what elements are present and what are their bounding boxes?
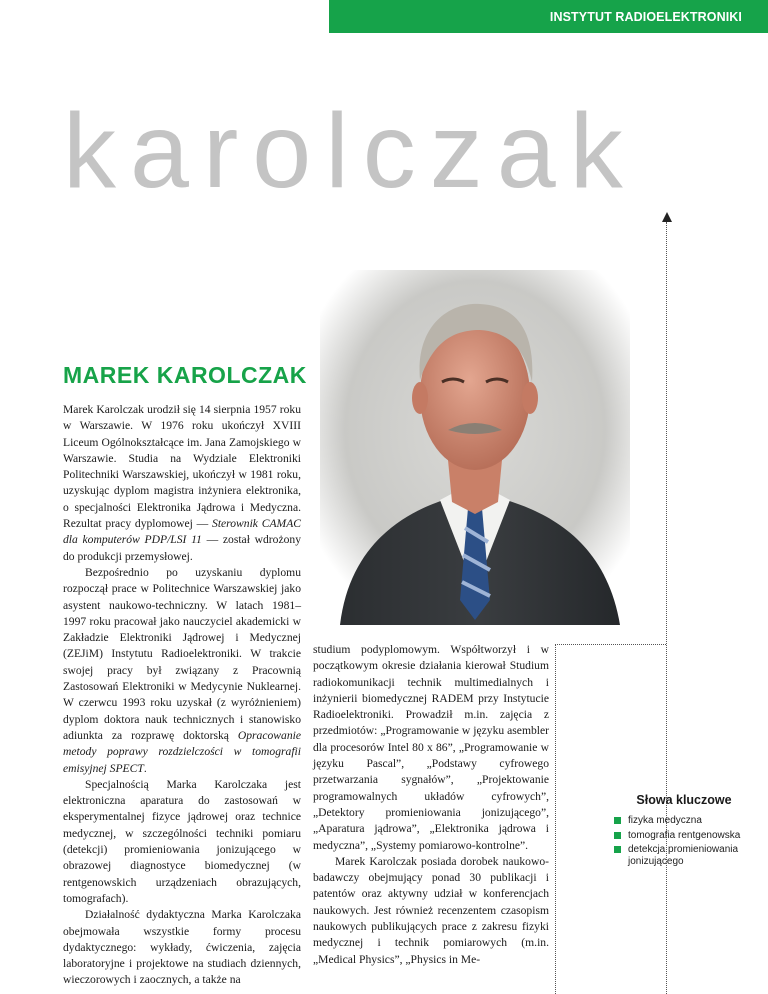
- header-bar: [329, 0, 768, 33]
- dotted-connector-vertical: [555, 644, 556, 994]
- author-name: MAREK KAROLCZAK: [63, 362, 307, 388]
- bio-column-left: [63, 402, 301, 989]
- square-bullet-icon: [614, 832, 621, 839]
- text-run: .: [143, 761, 147, 775]
- institute-name: INSTYTUT RADIOELEKTRONIKI: [549, 9, 742, 24]
- author-portrait: [320, 270, 630, 625]
- keyword-item: [614, 815, 754, 827]
- keywords-title: Słowa kluczowe: [636, 793, 732, 807]
- bio-column-middle: [313, 642, 549, 968]
- bio-paragraph: studium podyplomowym. Współtworzył i w początkowym okresie działania kierował Studium radiokomunikacji technik multimedialnych i inżynierii biomedycznej RADEM przy Instytucie Radioelektroniki. Prowadził m.in. zajęcia z przedmiotów: „Programowanie w języku asembler dla procesorów Intel 80 x 86”, „Programowanie w języku Pascal”, „Podstawy cyfrowego przetwarzania sygnałów”, „Projektowanie programowalnych układów cyfrowych”, „Detektory promieniowania jonizującego”, „Aparatura jądrowa”, „Elektronika jądrowa i medyczna”, „Systemy pomiarowo-kontrolne”.: [313, 643, 549, 852]
- text-run: — został wdrożony do produkcji przemysłowej.: [63, 533, 301, 563]
- keywords-box: [614, 793, 754, 870]
- text-run: Marek Karolczak urodził się 14 sierpnia 1957 roku w Warszawie. W 1976 roku ukończył XVIII Liceum Ogólnokształcące im. Jana Zamojskiego w Warszawie. Studia na Wydziale Elektroniki Politechniki Warszawskiej, ukończył w 1981 roku, uzyskując dyplom magistra inżyniera elektronika, o specjalności Elektronika Jądrowa i Medyczna. Rezultat pracy dyplomowej —: [63, 403, 301, 531]
- keyword-item: [614, 844, 754, 867]
- bio-paragraph: [63, 565, 301, 777]
- keywords-list: [614, 815, 754, 867]
- thesis-title: Sterownik CAMAC dla komputerów PDP/LSI 11: [63, 517, 302, 547]
- keyword-label: tomografia rentgenowska: [628, 829, 741, 841]
- bio-paragraph: Marek Karolczak posiada dorobek naukowo-badawczy obejmujący ponad 30 publikacji i patentów oraz aktywny udział w konferencjach naukowych. Jest również recenzentem czasopism naukowych publikujących prace z zakresu fizyki medycznej i technik pomiarowych (m.in. „Medical Physics”, „Physics in Me-: [313, 854, 549, 966]
- keyword-item: [614, 830, 754, 842]
- square-bullet-icon: [614, 846, 621, 853]
- surname-decor: karolczak: [63, 92, 637, 210]
- dotted-guide-line: [666, 222, 667, 994]
- keyword-label: detekcja promieniowania jonizującego: [628, 844, 739, 867]
- bio-paragraph: [63, 402, 301, 565]
- bio-paragraph: Działalność dydaktyczna Marka Karolczaka obejmowała wszystkie formy procesu dydaktycznego: wykłady, ćwiczenia, zajęcia laboratoryjne i projektowe na studiach dziennych, wieczorowych i zaocznych, a także na: [63, 908, 301, 987]
- text-run: Bezpośrednio po uzyskaniu dyplomu rozpoczął prace w Politechnice Warszawskiej jako asystent naukowo-techniczny. W latach 1981–1997 roku pracował jako nauczyciel akademicki w Zakładzie Elektroniki Jądrowej i Medycznej (ZEJiM) Instytutu Radioelektroniki. W trakcie swojej pracy był związany z Pracownią Zastosowań Elektroniki w Medycynie Nuklearnej. W czerwcu 1993 roku uzyskał (z wyróżnieniem) dyplom doktora nauk technicznych i stanowisko adiunkta za rozprawę doktorską: [63, 565, 301, 742]
- dotted-connector-horizontal: [555, 644, 666, 645]
- keyword-label: fizyka medyczna: [628, 815, 702, 826]
- dissertation-title: Opracowanie metody poprawy rozdzielczości w tomografii emisyjnej SPECT: [63, 728, 301, 775]
- arrow-up-icon: [662, 212, 672, 222]
- bio-paragraph: Specjalnością Marka Karolczaka jest elektroniczna aparatura do zastosowań w eksperymentalnej fizyce jądrowej oraz technice medycznej, w szczególności techniki pomiaru (detekcji) promieniowania jonizującego w obrazowej diagnostyce biomedycznej (w rentgenowskich urządzeniach obrazujących, tomografach).: [63, 777, 301, 905]
- square-bullet-icon: [614, 817, 621, 824]
